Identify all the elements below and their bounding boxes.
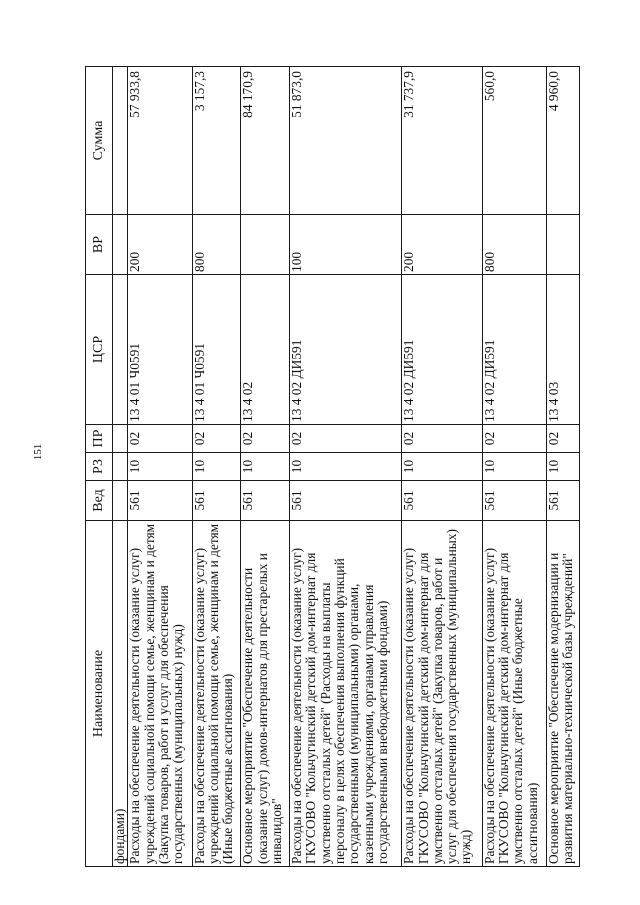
row-ved-cell: 561 [290,481,402,521]
row-pr-cell: 02 [241,425,290,453]
table-row [128,67,193,867]
row-sum-cell: 560,0 [482,67,547,215]
row-pr-cell: 02 [128,425,193,453]
table-row [547,67,580,867]
row-ved-cell: 561 [547,481,580,521]
row-pr-cell: 02 [192,425,241,453]
row-ved-cell: 561 [402,481,482,521]
row-vr-cell [241,215,290,275]
budget-table [85,66,580,867]
row-csr-cell: 13 4 02 ДИ591 [290,275,402,425]
row-pr-cell: 02 [290,425,402,453]
header-rz: РЗ [86,453,113,481]
table-row [241,67,290,867]
row-rz-cell: 10 [192,453,241,481]
table-header-row [86,67,113,867]
table-row [402,67,482,867]
row-pr-cell: 02 [547,425,580,453]
row-name-cell: Расходы на обеспечение деятельности (оказание услуг) ГКУСОВО "Кольчугинский детский дом-интернат для умственно отсталых детей" (Расходы на выплаты персоналу в целях обеспечения выполнения функций государственными (муниципальными) органами, казенными учреждениями, органами управления государственными внебюджетными фондами) [290,521,402,867]
row-rz-cell: 10 [482,453,547,481]
row-pr-cell: 02 [402,425,482,453]
row-name-cell: Основное мероприятие "Обеспечение модернизации и развития материально-технической базы учреждений" [547,521,580,867]
row-name-cell: Расходы на обеспечение деятельности (оказание услуг) учреждений социальной помощи семье, женщинам и детям (Иные бюджетные ассигнования) [192,521,241,867]
row-name-cell: Расходы на обеспечение деятельности (оказание услуг) ГКУСОВО "Кольчугинский детский дом-интернат для умственно отсталых детей" (Закупка товаров, работ и услуг для обеспечения государственных (муниципальных) нужд) [402,521,482,867]
header-vr: ВР [86,215,113,275]
row-sum-cell: 4 960,0 [547,67,580,215]
table-row [482,67,547,867]
row-rz-cell: 10 [241,453,290,481]
header-ved: Вед [86,481,113,521]
row-vr-cell: 800 [192,215,241,275]
rotated-table-container [85,67,580,867]
page-number: 151 [32,443,44,461]
header-pr: ПР [86,425,113,453]
row-rz-cell: 10 [402,453,482,481]
row-vr-cell: 200 [402,215,482,275]
row-rz-cell: 10 [128,453,193,481]
table-row [192,67,241,867]
row-ved-cell: 561 [482,481,547,521]
row-vr-cell [547,215,580,275]
row-vr-cell: 100 [290,215,402,275]
header-name: Наименование [86,521,113,867]
row-ved-cell: 561 [128,481,193,521]
continuation-cell: фондами) [113,521,128,867]
row-sum-cell: 51 873,0 [290,67,402,215]
row-ved-cell: 561 [241,481,290,521]
header-sum: Сумма [86,67,113,215]
row-rz-cell: 10 [290,453,402,481]
row-vr-cell: 800 [482,215,547,275]
row-name-cell: Расходы на обеспечение деятельности (оказание услуг) ГКУСОВО "Кольчугинский детский дом-интернат для умственно отсталых детей" (Иные бюджетные ассигнования) [482,521,547,867]
row-name-cell: Основное мероприятие "Обеспечение деятельности (оказание услуг) домов-интернатов для престарелых и инвалидов" [241,521,290,867]
row-sum-cell: 3 157,3 [192,67,241,215]
row-csr-cell: 13 4 02 ДИ591 [482,275,547,425]
row-pr-cell: 02 [482,425,547,453]
row-csr-cell: 13 4 01 Ч0591 [192,275,241,425]
row-name-cell: Расходы на обеспечение деятельности (оказание услуг) учреждений социальной помощи семье, женщинам и детям (Закупка товаров, работ и услуг для обеспечения государственных (муниципальных) нужд) [128,521,193,867]
row-ved-cell: 561 [192,481,241,521]
row-csr-cell: 13 4 01 Ч0591 [128,275,193,425]
continuation-row [113,67,128,867]
row-csr-cell: 13 4 02 [241,275,290,425]
row-vr-cell: 200 [128,215,193,275]
row-sum-cell: 57 933,8 [128,67,193,215]
row-csr-cell: 13 4 02 ДИ591 [402,275,482,425]
row-rz-cell: 10 [547,453,580,481]
row-sum-cell: 31 737,9 [402,67,482,215]
row-sum-cell: 84 170,9 [241,67,290,215]
row-csr-cell: 13 4 03 [547,275,580,425]
table-row [290,67,402,867]
header-csr: ЦСР [86,275,113,425]
